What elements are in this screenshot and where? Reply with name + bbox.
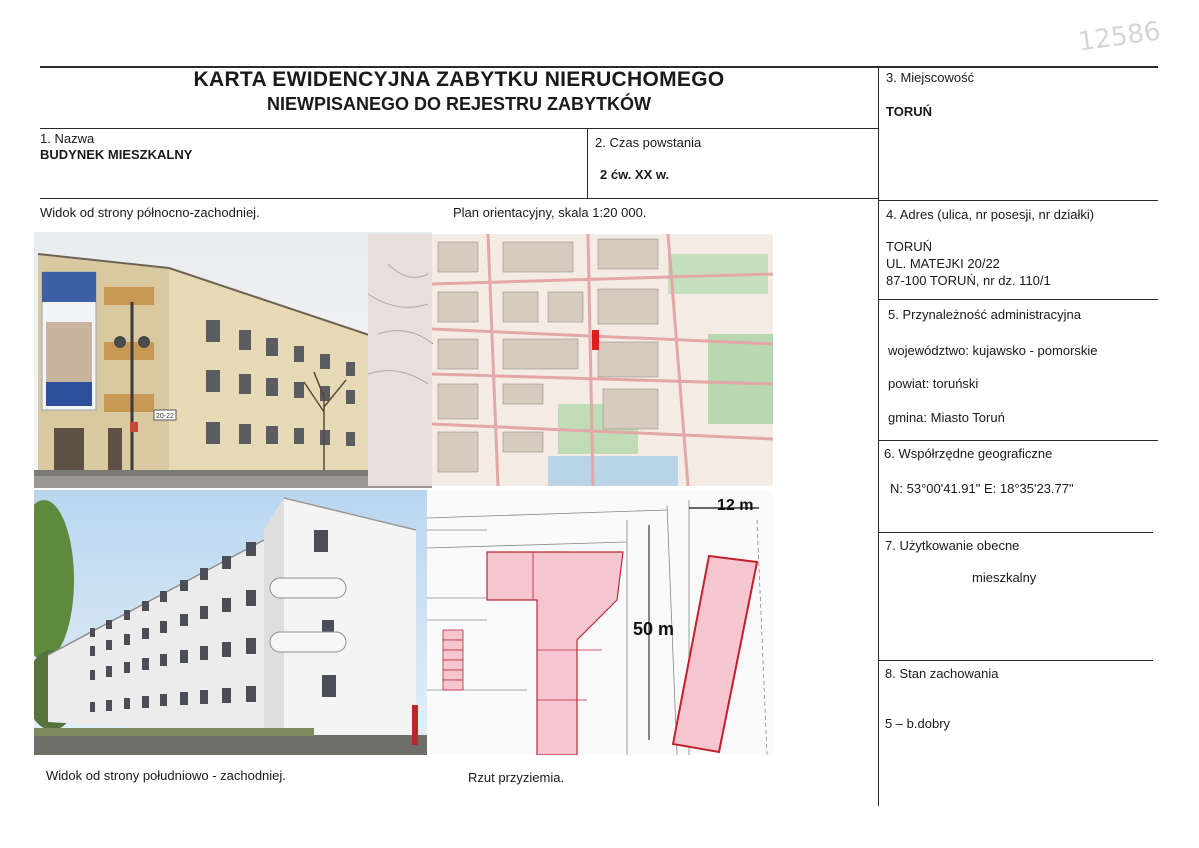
right-rule-3 — [878, 200, 1158, 201]
title-bottom-border — [40, 128, 878, 129]
caption-location-plan: Plan orientacyjny, skala 1:20 000. — [453, 205, 647, 220]
location-plan-map — [368, 234, 773, 486]
field-date-value: 2 ćw. XX w. — [600, 167, 670, 182]
photo-southwest-view — [34, 490, 427, 755]
field-usage-label: 7. Użytkowanie obecne — [885, 538, 1020, 553]
right-rule-7 — [878, 660, 1153, 661]
fields-bottom-border — [40, 198, 878, 199]
ground-plan-drawing — [427, 490, 773, 755]
right-column-divider — [878, 66, 879, 806]
caption-view-southwest: Widok od strony południowo - zachodniej. — [46, 768, 286, 783]
right-rule-4 — [878, 299, 1158, 300]
caption-view-northwest: Widok od strony północno-zachodniej. — [40, 205, 260, 220]
field-address-line3: 87-100 TORUŃ, nr dz. 110/1 — [886, 273, 1051, 288]
right-rule-6 — [878, 532, 1153, 533]
caption-ground-plan: Rzut przyziemia. — [468, 770, 565, 785]
field-name-value: BUDYNEK MIESZKALNY — [40, 147, 193, 162]
street-sign-text: 20-22 — [156, 413, 174, 420]
field-locality-value: TORUŃ — [886, 104, 932, 119]
scale-12m-label: 12 m — [717, 497, 754, 514]
page-title: KARTA EWIDENCYJNA ZABYTKU NIERUCHOMEGO — [193, 68, 725, 91]
field-condition-value: 5 – b.dobry — [885, 716, 951, 731]
field-divider-vertical — [587, 128, 588, 199]
field-date-label: 2. Czas powstania — [595, 135, 702, 150]
field-condition-label: 8. Stan zachowania — [885, 666, 999, 681]
field-locality-label: 3. Miejscowość — [886, 70, 975, 85]
field-admin-gmina: gmina: Miasto Toruń — [888, 410, 1005, 425]
field-admin-powiat: powiat: toruński — [888, 376, 979, 391]
field-address-line2: UL. MATEJKI 20/22 — [886, 256, 1000, 271]
page-subtitle: NIEWPISANEGO DO REJESTRU ZABYTKÓW — [266, 94, 652, 114]
field-admin-wojewodztwo: województwo: kujawsko - pomorskie — [888, 343, 1098, 358]
field-name-label: 1. Nazwa — [40, 131, 95, 146]
field-address-line1: TORUŃ — [886, 239, 932, 254]
field-address-label: 4. Adres (ulica, nr posesji, nr działki) — [886, 207, 1095, 222]
handwritten-stamp-number: 12586 — [1076, 16, 1163, 58]
scale-50m-label: 50 m — [633, 619, 675, 639]
right-rule-5 — [878, 440, 1158, 441]
field-usage-value: mieszkalny — [972, 570, 1037, 585]
field-coords-label: 6. Współrzędne geograficzne — [884, 446, 1053, 461]
field-coords-value: N: 53°00'41.91" E: 18°35'23.77" — [890, 481, 1074, 496]
field-admin-label: 5. Przynależność administracyjna — [888, 307, 1081, 322]
